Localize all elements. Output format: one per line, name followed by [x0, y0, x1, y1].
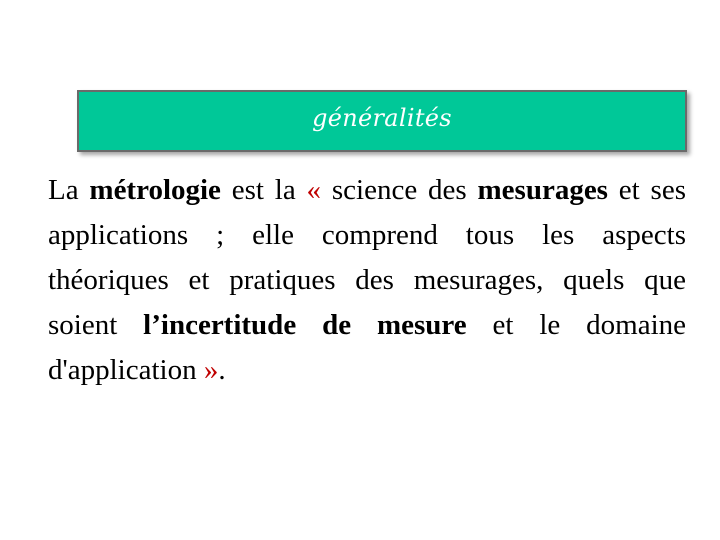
term-metrologie: métrologie [89, 174, 221, 206]
text-segment: La [48, 174, 90, 206]
term-mesurages: mesurages [477, 174, 608, 206]
text-segment: est la [220, 174, 307, 206]
definition-paragraph [48, 168, 686, 393]
slide-title: généralités [312, 104, 452, 132]
closing-quote-mark: » [203, 354, 219, 386]
text-segment: et le domaine d'application [48, 309, 686, 386]
title-banner [77, 90, 687, 152]
opening-quote-mark: « [306, 174, 322, 206]
text-segment: et ses applications ; elle comprend tous les aspects théoriques et pratiques des mesurages, quels que soient [48, 174, 686, 341]
text-segment: . [218, 354, 226, 386]
text-segment: science des [321, 174, 478, 206]
term-incertitude-de-mesure: l’incertitude de mesure [143, 309, 467, 341]
